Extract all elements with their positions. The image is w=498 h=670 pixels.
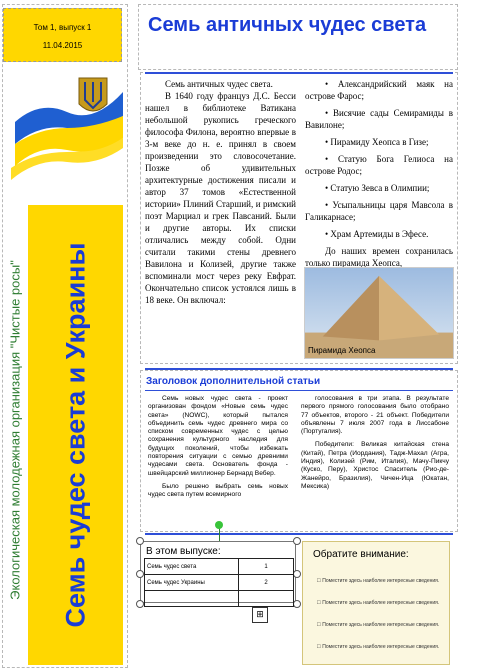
- organization-text: Экологическая молодежная организация "Чистые росы": [7, 260, 23, 600]
- list-item: • Александрийский маяк на острове Фарос;: [305, 78, 453, 102]
- table-row[interactable]: [145, 575, 294, 591]
- article-paragraph: В 1640 году француз Д.С. Бесси нашел в библиотеке Ватикана небольшой рукопись греческого философа Филона, вероятно впервые в 3-м веке до н. е. принял в своем произведении это словосочетание. Позже об удивительных архитектурные достижения писали и автор 37 томов «Естественной истории» Плиний Старший, и римский поэт Марциал и грек Павсаний. Были и другие авторы. Их списки отличались между собой. Одни считали такими стены древнего Вавилона и Колизей, другие также вспоминали мост через реку Евфрат. Окончательно список устоялся лишь в 18 веке. Он включал:: [145, 91, 296, 305]
- article-paragraph: Было решено выбрать семь новых чудес света путем всемирного: [148, 482, 288, 499]
- wonders-list: [305, 78, 453, 240]
- table-row[interactable]: [145, 591, 294, 607]
- list-item: • Статую Зевса в Олимпии;: [305, 182, 453, 194]
- list-item: • Пирамиду Хеопса в Гизе;: [305, 136, 453, 148]
- resize-handle[interactable]: [136, 570, 144, 578]
- toc-label: Семь чудес Украины: [145, 575, 239, 591]
- issue-date: 11.04.2015: [42, 41, 83, 50]
- article-paragraph: До наших времен сохранилась только пирамида Хеопса,: [305, 246, 453, 268]
- title-box: [140, 7, 454, 43]
- list-item: • Усыпальницы царя Мавсола в Галикарнасе;: [305, 199, 453, 223]
- article-paragraph: Семь античных чудес света.: [165, 79, 273, 89]
- toc-page: 1: [239, 559, 294, 575]
- list-item: • Храм Артемиды в Эфесе.: [305, 228, 453, 240]
- list-item: • Статую Бога Гелиоса на острове Родос;: [305, 153, 453, 177]
- resize-handle[interactable]: [293, 537, 301, 545]
- resize-handle[interactable]: [136, 537, 144, 545]
- toc-table[interactable]: [144, 558, 294, 607]
- notice-title: Обратите внимание:: [313, 549, 409, 560]
- article-paragraph: голосования в три этапа. В результате первого прямого голосования было отобрано 77 объектов, второго - 21 объект. Победители объявлены 7 июля 2007 года в Лиссабоне (Португалия).: [301, 395, 449, 436]
- notice-item: □ Поместите здесь наиболее интересные сведения.: [317, 622, 439, 628]
- issue-meta: [3, 8, 122, 62]
- divider-line: [145, 533, 453, 535]
- notice-box[interactable]: [302, 541, 450, 665]
- toc-page: 2: [239, 575, 294, 591]
- sidebar-vertical-title: [28, 205, 123, 665]
- rotate-handle[interactable]: [215, 521, 223, 529]
- page-title[interactable]: Семь античных чудес света: [148, 14, 427, 36]
- sidebar-organization: [3, 195, 27, 665]
- article-column-2[interactable]: [305, 78, 453, 269]
- toc-title[interactable]: В этом выпуске:: [146, 546, 221, 557]
- ukraine-flag-image: [5, 72, 125, 182]
- issue-number: Том 1, выпуск 1: [33, 23, 92, 32]
- trident-icon: [79, 78, 107, 111]
- divider-line: [145, 368, 453, 370]
- article-paragraph: Семь новых чудес света - проект организован фондом «Новые семь чудес света» (NOWC), который пытался объединить семь чудес древнего мира со списком современных чудес с целью сохранения культурного наследия для будущих поколений, чтобы избежать повторения ситуации с семью древними чудесами света. Основатель фонда - швейцарский миллионер Бернард Вебер.: [148, 395, 288, 477]
- notice-item: □ Поместите здесь наиболее интересные сведения.: [317, 578, 439, 584]
- vertical-title-text: Семь чудес света и Украины: [60, 242, 90, 628]
- toc-label: [145, 591, 239, 607]
- photo-caption: Пирамида Хеопса: [308, 346, 376, 355]
- notice-item: □ Поместите здесь наиболее интересные сведения.: [317, 600, 439, 606]
- resize-handle[interactable]: [293, 600, 301, 608]
- article-paragraph: Победители: Великая китайская стена (Китай), Петра (Иордания), Тадж-Махал (Агра, Индия), Колизей (Рим, Италия), Мачу-Пикчу (Куско, Перу), Христос Спаситель (Рио-де-Жанейро, Бразилия), Чичен-Ица (Юкатан, Мексика): [301, 441, 449, 490]
- resize-handle[interactable]: [136, 600, 144, 608]
- resize-handle[interactable]: [293, 570, 301, 578]
- notice-item: □ Поместите здесь наиболее интересные сведения.: [317, 644, 439, 650]
- resize-line: [219, 527, 220, 541]
- divider-line: [145, 72, 453, 74]
- list-item: • Висячие сады Семирамиды в Вавилоне;: [305, 107, 453, 131]
- article2-column-2[interactable]: [301, 395, 449, 496]
- article2-column-1[interactable]: [148, 395, 288, 505]
- secondary-heading[interactable]: Заголовок дополнительной статьи: [146, 376, 321, 387]
- toc-page: [239, 591, 294, 607]
- table-row[interactable]: [145, 559, 294, 575]
- layout-options-icon[interactable]: ⊞: [252, 607, 268, 623]
- toc-label: Семь чудес света: [145, 559, 239, 575]
- divider-line: [145, 390, 453, 391]
- article-column-1[interactable]: [145, 78, 296, 306]
